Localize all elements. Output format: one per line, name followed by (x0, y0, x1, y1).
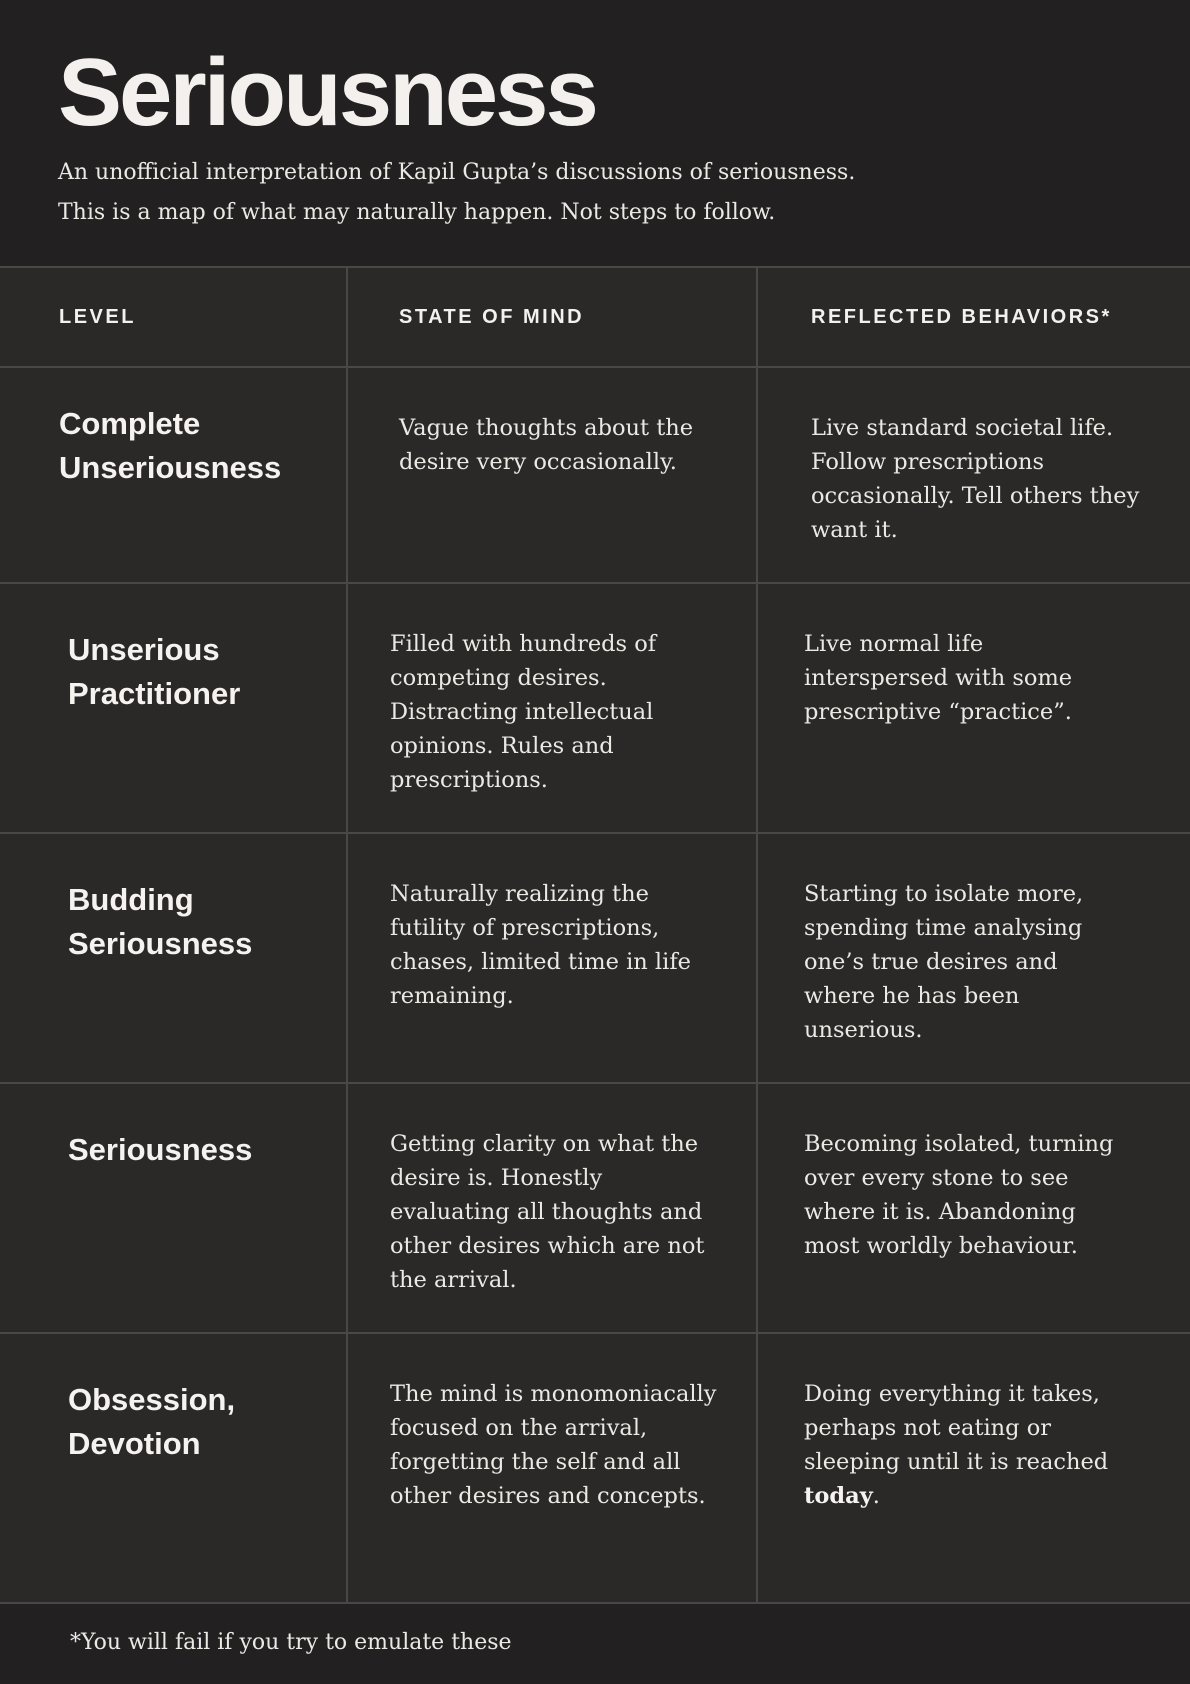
level-label-line: Obsession, (68, 1382, 236, 1417)
state-of-mind-cell: Getting clarity on what the desire is. Honestly evaluating all thoughts and other desires which are not the arrival. (390, 1131, 705, 1293)
row-divider (0, 582, 1190, 584)
state-of-mind-cell: Filled with hundreds of competing desires. Distracting intellectual opinions. Rules and prescriptions. (390, 631, 657, 793)
state-of-mind-cell: The mind is monomoniacally focused on the arrival, forgetting the self and all other desires and concepts. (390, 1381, 717, 1509)
level-label-line: Budding (68, 882, 194, 917)
column-header-state-of-mind: STATE OF MIND (399, 306, 585, 328)
behaviors-cell: Becoming isolated, turning over every stone to see where it is. Abandoning most worldly behaviour. (804, 1131, 1114, 1259)
page-title: Seriousness (58, 39, 596, 146)
state-of-mind-cell: Naturally realizing the futility of prescriptions, chases, limited time in life remaining. (390, 881, 691, 1009)
behaviors-cell (804, 1377, 1134, 1513)
footnote: *You will fail if you try to emulate these (70, 1630, 512, 1655)
seriousness-table (0, 266, 1190, 1604)
row-divider (0, 832, 1190, 834)
behaviors-cell: Live standard societal life. Follow prescriptions occasionally. Tell others they want it. (811, 415, 1140, 543)
level-label-line: Seriousness (68, 926, 253, 961)
level-label-line: Complete (59, 406, 201, 441)
level-label (68, 1128, 328, 1172)
level-label-line: Devotion (68, 1426, 201, 1461)
row-divider (0, 366, 1190, 368)
state-of-mind-cell: Vague thoughts about the desire very occasionally. (399, 415, 694, 475)
subtitle-line-2: This is a map of what may naturally happen. Not steps to follow. (58, 200, 776, 225)
level-label-line: Practitioner (68, 676, 241, 711)
behaviors-text: Doing everything it takes, perhaps not eating or sleeping until it is reached (804, 1381, 1109, 1475)
row-divider (0, 1332, 1190, 1334)
column-header-reflected-behaviors: REFLECTED BEHAVIORS* (811, 306, 1112, 328)
level-label-line: Unserious (68, 632, 220, 667)
behaviors-emphasis: today (804, 1483, 873, 1509)
behaviors-cell: Starting to isolate more, spending time analysing one’s true desires and where he has been unserious. (804, 881, 1084, 1043)
level-label (59, 402, 319, 490)
behaviors-cell: Live normal life interspersed with some prescriptive “practice”. (804, 631, 1073, 725)
level-label (68, 628, 328, 716)
subtitle-line-1: An unofficial interpretation of Kapil Gupta’s discussions of seriousness. (58, 160, 856, 185)
header (0, 0, 1190, 266)
behaviors-text-end: . (872, 1483, 880, 1509)
column-divider (346, 268, 348, 1602)
row-divider (0, 1082, 1190, 1084)
level-label-line: Seriousness (68, 1132, 253, 1167)
level-label-line: Unseriousness (59, 450, 282, 485)
level-label (68, 878, 328, 966)
column-divider (756, 268, 758, 1602)
level-label (68, 1378, 328, 1466)
column-header-level: LEVEL (59, 306, 136, 328)
